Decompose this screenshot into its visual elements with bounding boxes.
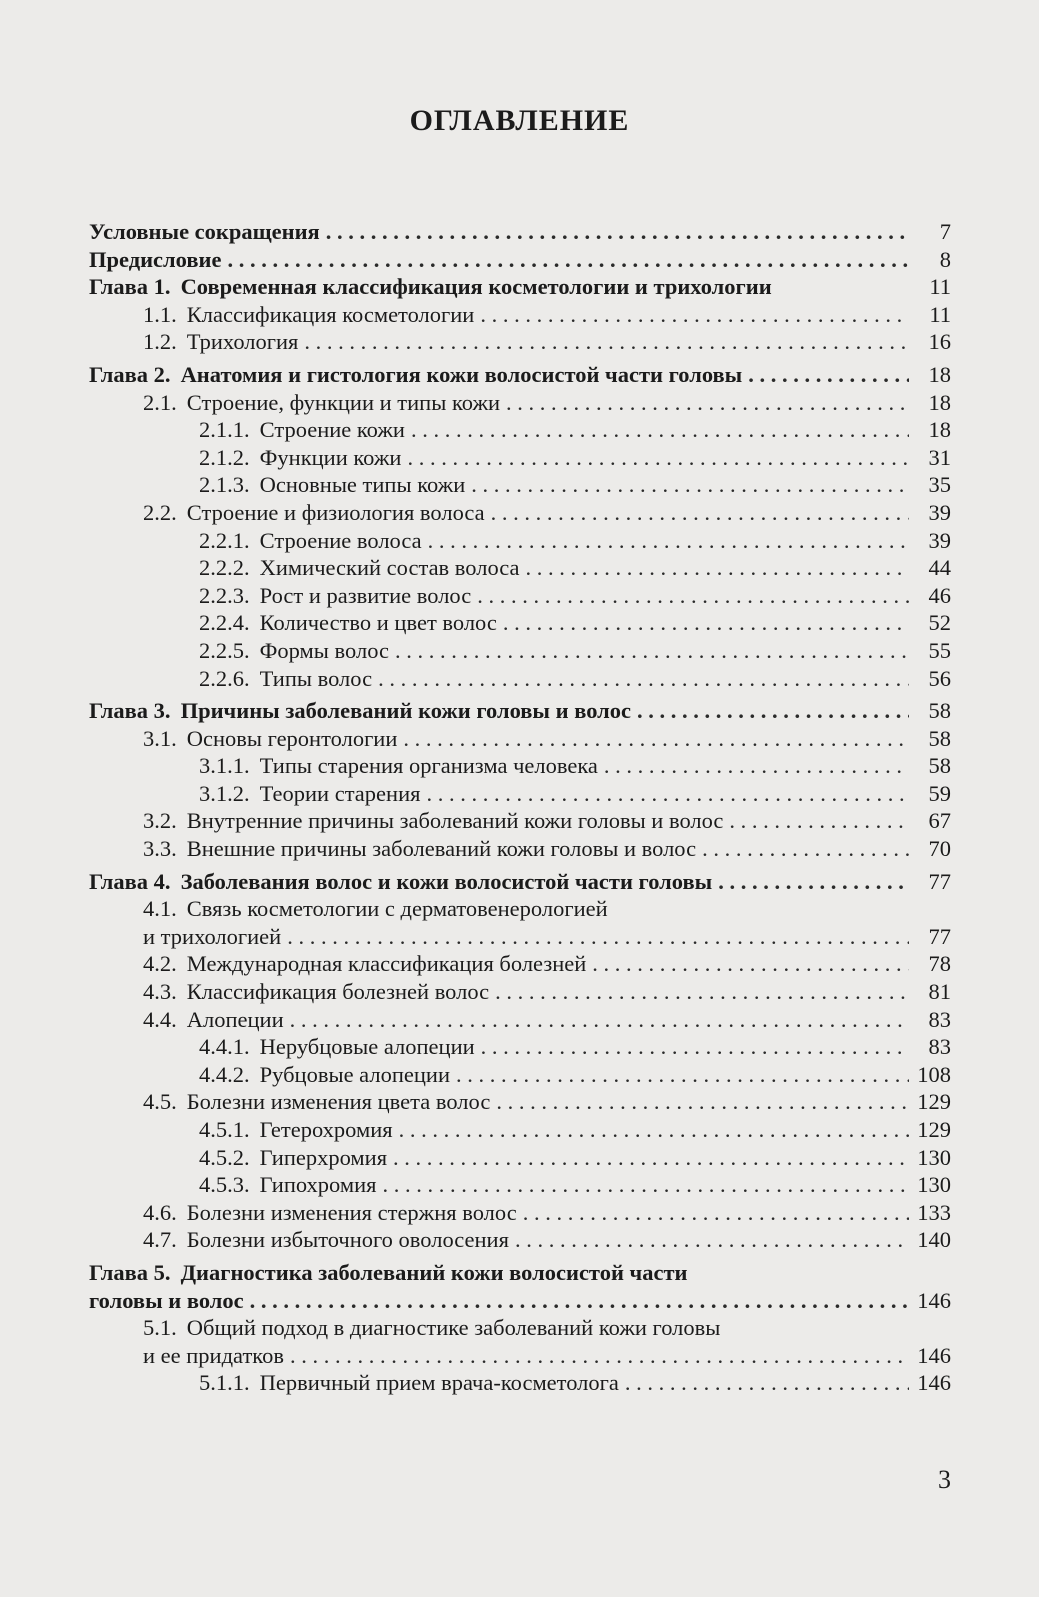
toc-entry-title: Классификация болезней волос xyxy=(186,979,490,1005)
toc-entry-number: 2.2.1. xyxy=(199,527,250,553)
toc-entry xyxy=(89,1227,951,1255)
toc-entry xyxy=(89,726,951,754)
toc-entry-page: 18 xyxy=(928,389,951,415)
dot-leader xyxy=(287,924,909,950)
toc-entry-page: 130 xyxy=(917,1144,951,1170)
toc-entry xyxy=(89,417,951,445)
toc-entry-number: Глава 5. xyxy=(89,1259,171,1285)
toc-entry-page: 55 xyxy=(928,637,951,663)
toc-entry-title: Трихология xyxy=(186,329,299,355)
toc-entry-number: 3.1.1. xyxy=(199,753,250,779)
toc-entry-page: 108 xyxy=(917,1061,951,1087)
toc-entry-page: 133 xyxy=(917,1199,951,1225)
toc-entry-page: 8 xyxy=(939,246,951,272)
dot-leader xyxy=(506,390,909,416)
toc-entry-title: Рост и развитие волос xyxy=(259,582,472,608)
toc-entry-number: 2.2.3. xyxy=(199,582,250,608)
toc-entry-page: 77 xyxy=(928,868,951,894)
toc-entry xyxy=(89,753,951,781)
toc-entry-title: Анатомия и гистология кожи волосистой части головы xyxy=(180,361,743,387)
toc-entry-page: 67 xyxy=(928,808,951,834)
toc-entry-title: и ее придатков xyxy=(143,1342,284,1368)
toc-entry xyxy=(89,698,951,726)
toc-entry-page: 129 xyxy=(917,1089,951,1115)
dot-leader xyxy=(748,362,909,388)
toc-entry xyxy=(89,219,951,247)
dot-leader xyxy=(592,951,909,977)
toc-entry-title: Теории старения xyxy=(259,780,421,806)
dot-leader xyxy=(407,445,909,471)
toc-entry-page: 35 xyxy=(928,472,951,498)
toc-entry-title: Строение, функции и типы кожи xyxy=(186,389,501,415)
toc-entry xyxy=(89,445,951,473)
toc-entry-title: Современная классификация косметологии и трихологии xyxy=(180,274,772,300)
toc-entry-title: Болезни избыточного оволосения xyxy=(186,1227,509,1253)
toc-entry-page: 11 xyxy=(929,301,951,327)
dot-leader xyxy=(495,979,909,1005)
toc-entry-title: Количество и цвет волос xyxy=(259,610,497,636)
toc-entry-page: 18 xyxy=(928,417,951,443)
toc-entry-number: 2.1.3. xyxy=(199,472,250,498)
dot-leader xyxy=(604,753,909,779)
page-number: 3 xyxy=(938,1465,951,1494)
toc-entry-page: 83 xyxy=(928,1034,951,1060)
dot-leader xyxy=(480,302,909,328)
toc-entry xyxy=(89,1062,951,1090)
toc-entry-page: 39 xyxy=(928,527,951,553)
toc-entry-page: 56 xyxy=(928,665,951,691)
toc-entry xyxy=(89,247,951,275)
toc-entry xyxy=(89,836,951,864)
toc-entry-number: 2.2. xyxy=(143,499,177,525)
toc-entry-title: Заболевания волос и кожи волосистой части головы xyxy=(180,868,713,894)
table-of-contents xyxy=(89,219,951,1398)
toc-entry xyxy=(89,500,951,528)
dot-leader xyxy=(718,869,909,895)
toc-entry xyxy=(89,555,951,583)
toc-entry xyxy=(89,274,951,302)
toc-entry xyxy=(89,1288,951,1316)
dot-leader xyxy=(378,666,909,692)
toc-entry-title: Гетерохромия xyxy=(259,1117,393,1142)
toc-entry-title: Внутренние причины заболеваний кожи головы и волос xyxy=(186,808,724,834)
toc-entry-title: Формы волос xyxy=(259,637,389,663)
toc-entry-number: 2.1. xyxy=(143,389,177,415)
dot-leader xyxy=(729,808,909,834)
toc-entry-title: Типы волос xyxy=(259,665,373,691)
toc-entry-title: Гиперхромия xyxy=(259,1144,388,1170)
dot-leader xyxy=(456,1062,909,1088)
toc-entry-page: 146 xyxy=(917,1287,951,1313)
dot-leader xyxy=(515,1227,909,1253)
toc-entry-title: Предисловие xyxy=(89,246,222,272)
toc-entry xyxy=(89,896,951,924)
toc-entry-title: Диагностика заболеваний кожи волосистой части xyxy=(180,1259,688,1285)
dot-leader xyxy=(395,638,909,664)
toc-entry xyxy=(89,1117,951,1145)
toc-entry xyxy=(89,329,951,357)
dot-leader xyxy=(304,329,909,355)
toc-entry-number: 4.5.1. xyxy=(199,1117,250,1142)
toc-entry xyxy=(89,528,951,556)
toc-entry-title: Первичный прием врача-косметолога xyxy=(259,1370,619,1396)
dot-leader xyxy=(491,500,909,526)
toc-entry xyxy=(89,583,951,611)
dot-leader xyxy=(481,1034,909,1060)
toc-entry-title: Основы геронтологии xyxy=(186,725,398,751)
toc-entry-title: и трихологией xyxy=(143,923,282,949)
toc-entry xyxy=(89,302,951,330)
toc-entry-title: Болезни изменения стержня волос xyxy=(186,1199,517,1225)
dot-leader xyxy=(496,1089,909,1115)
toc-entry-number: 2.1.2. xyxy=(199,444,250,470)
toc-entry-number: 4.4. xyxy=(143,1006,177,1032)
toc-entry-page: 78 xyxy=(928,951,951,977)
toc-entry-page: 59 xyxy=(928,780,951,806)
toc-entry-title: Гипохромия xyxy=(259,1172,377,1198)
toc-entry xyxy=(89,1034,951,1062)
toc-entry-page: 46 xyxy=(928,582,951,608)
dot-leader xyxy=(702,836,909,862)
toc-entry xyxy=(89,924,951,952)
toc-entry-number: 4.4.2. xyxy=(199,1061,250,1087)
toc-entry-page: 83 xyxy=(928,1006,951,1032)
toc-entry xyxy=(89,869,951,897)
toc-entry-page: 31 xyxy=(928,444,951,470)
toc-entry-title: Нерубцовые алопеции xyxy=(259,1034,475,1060)
toc-entry-page: 140 xyxy=(917,1227,951,1253)
dot-leader xyxy=(403,726,909,752)
toc-entry-page: 77 xyxy=(928,923,951,949)
dot-leader xyxy=(503,610,909,636)
toc-entry-number: 4.5.3. xyxy=(199,1172,250,1198)
dot-leader xyxy=(411,417,909,443)
toc-entry xyxy=(89,472,951,500)
toc-entry-number: Глава 3. xyxy=(89,698,171,724)
toc-entry-number: 4.2. xyxy=(143,951,177,977)
toc-entry xyxy=(89,1343,951,1371)
dot-leader xyxy=(471,472,909,498)
toc-entry xyxy=(89,1172,951,1200)
toc-entry-title: Строение и физиология волоса xyxy=(186,499,485,525)
toc-entry-title: Условные сокращения xyxy=(89,219,320,244)
dot-leader xyxy=(625,1370,909,1396)
toc-entry xyxy=(89,1089,951,1117)
dot-leader xyxy=(426,781,909,807)
toc-entry xyxy=(89,781,951,809)
dot-leader xyxy=(399,1117,909,1143)
toc-entry xyxy=(89,1260,951,1288)
dot-leader xyxy=(526,555,909,581)
toc-entry xyxy=(89,1370,951,1398)
toc-entry-number: Глава 2. xyxy=(89,361,171,387)
toc-entry-number: 2.2.2. xyxy=(199,555,250,581)
toc-entry xyxy=(89,808,951,836)
toc-entry-title: Типы старения организма человека xyxy=(259,753,598,779)
toc-entry-number: 4.7. xyxy=(143,1227,177,1253)
toc-entry-number: 1.1. xyxy=(143,301,177,327)
toc-entry-title: Общий подход в диагностике заболеваний кожи головы xyxy=(186,1315,721,1341)
toc-entry-number: 5.1.1. xyxy=(199,1370,250,1396)
dot-leader xyxy=(428,528,909,554)
toc-entry-number: 2.2.5. xyxy=(199,637,250,663)
toc-entry-page: 58 xyxy=(928,753,951,779)
dot-leader xyxy=(290,1343,909,1369)
dot-leader xyxy=(326,219,909,245)
toc-entry-number: 4.6. xyxy=(143,1199,177,1225)
toc-entry-page: 58 xyxy=(928,725,951,751)
toc-entry xyxy=(89,390,951,418)
toc-entry-page: 58 xyxy=(928,698,951,724)
toc-entry-number: 2.1.1. xyxy=(199,417,250,443)
toc-entry xyxy=(89,1200,951,1228)
toc-entry-page: 39 xyxy=(928,499,951,525)
toc-entry-number: 3.2. xyxy=(143,808,177,834)
toc-entry-page: 44 xyxy=(928,555,951,581)
toc-entry-title: Классификация косметологии xyxy=(186,301,475,327)
toc-entry-number: 4.5.2. xyxy=(199,1144,250,1170)
toc-entry-page: 146 xyxy=(917,1342,951,1368)
toc-entry-title: Функции кожи xyxy=(259,444,402,470)
toc-entry-number: 4.3. xyxy=(143,979,177,1005)
toc-entry-title: Химический состав волоса xyxy=(259,555,520,581)
toc-entry xyxy=(89,666,951,694)
toc-entry-title: Алопеции xyxy=(186,1006,284,1032)
toc-entry xyxy=(89,638,951,666)
toc-entry xyxy=(89,1315,951,1343)
dot-leader xyxy=(227,247,909,273)
dot-leader xyxy=(523,1200,909,1226)
toc-entry-number: 4.1. xyxy=(143,896,177,922)
toc-entry-number: 4.5. xyxy=(143,1089,177,1115)
toc-entry-page: 70 xyxy=(928,836,951,862)
toc-entry-title: Международная классификация болезней xyxy=(186,951,587,977)
toc-entry-page: 11 xyxy=(929,274,951,300)
toc-entry-number: 2.2.4. xyxy=(199,610,250,636)
toc-entry-title: Причины заболеваний кожи головы и волос xyxy=(180,698,632,724)
toc-entry-title: Связь косметологии с дерматовенерологией xyxy=(186,896,608,922)
toc-entry xyxy=(89,979,951,1007)
toc-entry-number: 3.1.2. xyxy=(199,780,250,806)
toc-entry-number: 5.1. xyxy=(143,1315,177,1341)
toc-entry xyxy=(89,1145,951,1173)
toc-entry-number: 3.1. xyxy=(143,725,177,751)
dot-leader xyxy=(637,698,909,724)
toc-entry xyxy=(89,951,951,979)
dot-leader xyxy=(290,1007,909,1033)
toc-entry xyxy=(89,1007,951,1035)
toc-entry-page: 129 xyxy=(917,1117,951,1142)
page-title: ОГЛАВЛЕНИЕ xyxy=(409,104,630,137)
toc-entry-page: 81 xyxy=(928,979,951,1005)
toc-entry xyxy=(89,610,951,638)
toc-entry-page: 7 xyxy=(939,219,951,244)
toc-entry-number: Глава 4. xyxy=(89,868,171,894)
toc-entry-page: 52 xyxy=(928,610,951,636)
toc-entry-number: Глава 1. xyxy=(89,274,171,300)
toc-entry-number: 2.2.6. xyxy=(199,665,250,691)
toc-entry-number: 3.3. xyxy=(143,836,177,862)
dot-leader xyxy=(250,1288,909,1314)
toc-entry-number: 4.4.1. xyxy=(199,1034,250,1060)
toc-entry-page: 16 xyxy=(928,329,951,355)
dot-leader xyxy=(393,1145,909,1171)
toc-entry-page: 18 xyxy=(928,361,951,387)
toc-entry-title: Строение кожи xyxy=(259,417,405,443)
toc-entry-page: 146 xyxy=(917,1370,951,1396)
toc-entry-title: Основные типы кожи xyxy=(259,472,466,498)
toc-entry-title: Рубцовые алопеции xyxy=(259,1061,450,1087)
toc-entry-number: 1.2. xyxy=(143,329,177,355)
toc-entry-title: Болезни изменения цвета волос xyxy=(186,1089,491,1115)
toc-entry-title: Строение волоса xyxy=(259,527,422,553)
toc-entry-title: головы и волос xyxy=(89,1287,244,1313)
dot-leader xyxy=(477,583,909,609)
toc-entry-page: 130 xyxy=(917,1172,951,1198)
toc-entry-title: Внешние причины заболеваний кожи головы и волос xyxy=(186,836,697,862)
dot-leader xyxy=(383,1172,910,1198)
toc-entry xyxy=(89,362,951,390)
